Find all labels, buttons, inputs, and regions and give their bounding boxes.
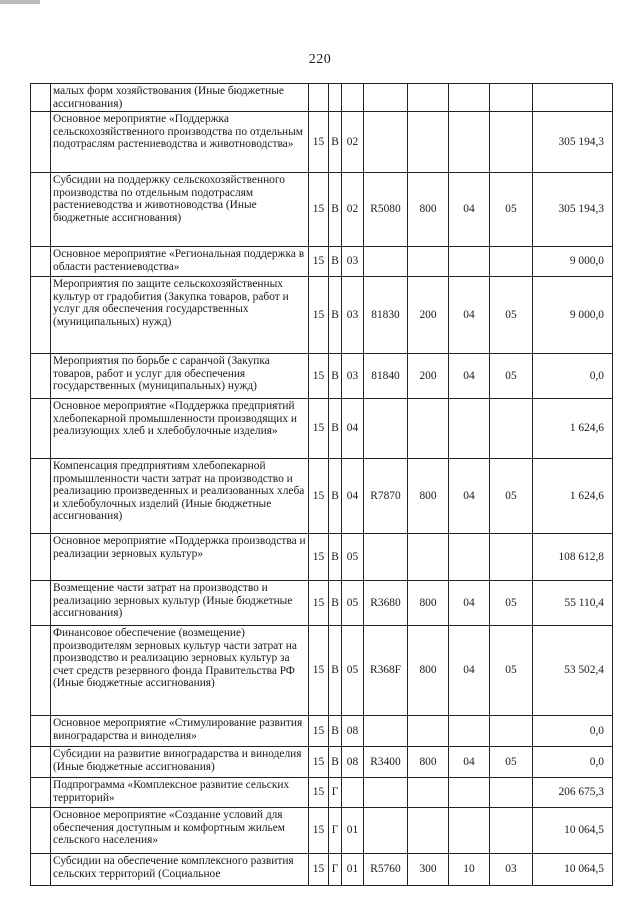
section-code-cell: 04 [449, 747, 490, 778]
subsection-code-cell: 05 [490, 354, 533, 399]
item-name-cell: малых форм хозяйствования (Иные бюджетные ассигнования) [51, 84, 309, 112]
amount-cell: 1 624,6 [533, 399, 613, 459]
direction-code-cell: 81830 [364, 277, 408, 354]
subprogram-code-cell [329, 84, 342, 112]
expense-type-cell: 200 [408, 354, 449, 399]
item-name-cell: Мероприятия по борьбе с саранчой (Закупка товаров, работ и услуг для обеспечения государственных (муниципальных) нужд) [51, 354, 309, 399]
subprogram-code-cell: В [329, 716, 342, 747]
direction-code-cell [364, 247, 408, 277]
subsection-code-cell: 05 [490, 626, 533, 716]
subprogram-code-cell: В [329, 173, 342, 247]
direction-code-cell [364, 778, 408, 808]
direction-code-cell: R7870 [364, 459, 408, 534]
amount-cell: 305 194,3 [533, 112, 613, 173]
program-code-cell: 15 [309, 354, 329, 399]
activity-code-cell: 04 [342, 459, 364, 534]
direction-code-cell [364, 399, 408, 459]
item-name-cell: Основное мероприятие «Поддержка предприятий хлебопекарной промышленности производящих и реализующих хлеб и хлебобулочные изделия» [51, 399, 309, 459]
subsection-code-cell [490, 84, 533, 112]
subprogram-code-cell: В [329, 459, 342, 534]
direction-code-cell [364, 534, 408, 581]
subsection-code-cell: 05 [490, 747, 533, 778]
direction-code-cell: R3400 [364, 747, 408, 778]
section-code-cell [449, 112, 490, 173]
activity-code-cell: 01 [342, 854, 364, 886]
subprogram-code-cell: В [329, 277, 342, 354]
row-marker-cell [31, 778, 51, 808]
table-row [31, 808, 613, 854]
row-marker-cell [31, 747, 51, 778]
item-name-cell: Подпрограмма «Комплексное развитие сельских территорий» [51, 778, 309, 808]
expense-type-cell [408, 247, 449, 277]
program-code-cell: 15 [309, 808, 329, 854]
item-name-cell: Субсидии на развитие виноградарства и виноделия (Иные бюджетные ассигнования) [51, 747, 309, 778]
budget-table [30, 83, 613, 886]
table-row [31, 626, 613, 716]
section-code-cell: 04 [449, 626, 490, 716]
table-row [31, 173, 613, 247]
table-row [31, 747, 613, 778]
amount-cell: 9 000,0 [533, 247, 613, 277]
item-name-cell: Основное мероприятие «Региональная поддержка в области растениеводства» [51, 247, 309, 277]
row-marker-cell [31, 459, 51, 534]
program-code-cell: 15 [309, 716, 329, 747]
row-marker-cell [31, 112, 51, 173]
subprogram-code-cell: Г [329, 854, 342, 886]
expense-type-cell [408, 534, 449, 581]
section-code-cell: 04 [449, 459, 490, 534]
row-marker-cell [31, 399, 51, 459]
subsection-code-cell: 03 [490, 854, 533, 886]
section-code-cell: 04 [449, 581, 490, 626]
page-number: 220 [308, 52, 332, 67]
program-code-cell: 15 [309, 277, 329, 354]
activity-code-cell: 05 [342, 626, 364, 716]
subsection-code-cell: 05 [490, 173, 533, 247]
amount-cell [533, 84, 613, 112]
amount-cell: 1 624,6 [533, 459, 613, 534]
row-marker-cell [31, 626, 51, 716]
subsection-code-cell: 05 [490, 581, 533, 626]
expense-type-cell: 300 [408, 854, 449, 886]
expense-type-cell: 800 [408, 581, 449, 626]
subprogram-code-cell: Г [329, 808, 342, 854]
subsection-code-cell: 05 [490, 459, 533, 534]
item-name-cell: Компенсация предприятиям хлебопекарной промышленности части затрат на производство и реализацию произведенных и реализованных хлеба и хлебобулочных изделий (Иные бюджетные ассигнования) [51, 459, 309, 534]
table-row [31, 581, 613, 626]
subprogram-code-cell: Г [329, 778, 342, 808]
activity-code-cell: 03 [342, 277, 364, 354]
item-name-cell: Субсидии на поддержку сельскохозяйственного производства по отдельным подотраслям растениеводства и животноводства (Иные бюджетные ассигнования) [51, 173, 309, 247]
section-code-cell: 10 [449, 854, 490, 886]
table-row [31, 534, 613, 581]
amount-cell: 53 502,4 [533, 626, 613, 716]
program-code-cell: 15 [309, 581, 329, 626]
table-row [31, 277, 613, 354]
row-marker-cell [31, 534, 51, 581]
amount-cell: 9 000,0 [533, 277, 613, 354]
table-row [31, 778, 613, 808]
amount-cell: 10 064,5 [533, 808, 613, 854]
table-row [31, 112, 613, 173]
subsection-code-cell [490, 112, 533, 173]
activity-code-cell: 08 [342, 716, 364, 747]
expense-type-cell: 800 [408, 459, 449, 534]
row-marker-cell [31, 84, 51, 112]
table-row [31, 354, 613, 399]
program-code-cell: 15 [309, 854, 329, 886]
program-code-cell: 15 [309, 399, 329, 459]
table-row [31, 459, 613, 534]
activity-code-cell: 02 [342, 173, 364, 247]
activity-code-cell: 04 [342, 399, 364, 459]
row-marker-cell [31, 716, 51, 747]
direction-code-cell: R5760 [364, 854, 408, 886]
expense-type-cell: 800 [408, 173, 449, 247]
subsection-code-cell [490, 716, 533, 747]
subprogram-code-cell: В [329, 247, 342, 277]
item-name-cell: Основное мероприятие «Поддержка сельскохозяйственного производства по отдельным подотраслям растениеводства и животноводства» [51, 112, 309, 173]
direction-code-cell: R3680 [364, 581, 408, 626]
subprogram-code-cell: В [329, 534, 342, 581]
activity-code-cell: 03 [342, 354, 364, 399]
direction-code-cell [364, 84, 408, 112]
activity-code-cell: 08 [342, 747, 364, 778]
subprogram-code-cell: В [329, 112, 342, 173]
subsection-code-cell [490, 399, 533, 459]
activity-code-cell: 05 [342, 581, 364, 626]
program-code-cell: 15 [309, 747, 329, 778]
item-name-cell: Субсидии на обеспечение комплексного развития сельских территорий (Социальное [51, 854, 309, 886]
program-code-cell: 15 [309, 534, 329, 581]
expense-type-cell [408, 84, 449, 112]
subsection-code-cell: 05 [490, 277, 533, 354]
direction-code-cell: R368F [364, 626, 408, 716]
amount-cell: 55 110,4 [533, 581, 613, 626]
table-row [31, 247, 613, 277]
activity-code-cell: 02 [342, 112, 364, 173]
item-name-cell: Основное мероприятие «Поддержка производства и реализации зерновых культур» [51, 534, 309, 581]
table-row [31, 854, 613, 886]
item-name-cell: Основное мероприятие «Стимулирование развития виноградарства и виноделия» [51, 716, 309, 747]
amount-cell: 10 064,5 [533, 854, 613, 886]
section-code-cell [449, 399, 490, 459]
scan-corner-mark [0, 0, 40, 4]
table-body [31, 84, 613, 886]
row-marker-cell [31, 173, 51, 247]
expense-type-cell [408, 778, 449, 808]
direction-code-cell [364, 716, 408, 747]
direction-code-cell [364, 112, 408, 173]
table-row [31, 716, 613, 747]
row-marker-cell [31, 808, 51, 854]
activity-code-cell: 03 [342, 247, 364, 277]
amount-cell: 206 675,3 [533, 778, 613, 808]
section-code-cell [449, 84, 490, 112]
amount-cell: 108 612,8 [533, 534, 613, 581]
expense-type-cell [408, 112, 449, 173]
subsection-code-cell [490, 534, 533, 581]
row-marker-cell [31, 354, 51, 399]
section-code-cell [449, 247, 490, 277]
subprogram-code-cell: В [329, 581, 342, 626]
table-row [31, 399, 613, 459]
amount-cell: 0,0 [533, 354, 613, 399]
section-code-cell [449, 808, 490, 854]
row-marker-cell [31, 581, 51, 626]
activity-code-cell: 01 [342, 808, 364, 854]
subsection-code-cell [490, 247, 533, 277]
program-code-cell: 15 [309, 112, 329, 173]
program-code-cell: 15 [309, 173, 329, 247]
direction-code-cell: R5080 [364, 173, 408, 247]
direction-code-cell [364, 808, 408, 854]
subsection-code-cell [490, 778, 533, 808]
expense-type-cell [408, 399, 449, 459]
row-marker-cell [31, 854, 51, 886]
item-name-cell: Основное мероприятие «Создание условий для обеспечения доступным и комфортным жильем сельского населения» [51, 808, 309, 854]
expense-type-cell: 200 [408, 277, 449, 354]
section-code-cell [449, 778, 490, 808]
expense-type-cell: 800 [408, 626, 449, 716]
section-code-cell [449, 716, 490, 747]
expense-type-cell [408, 716, 449, 747]
row-marker-cell [31, 247, 51, 277]
amount-cell: 305 194,3 [533, 173, 613, 247]
row-marker-cell [31, 277, 51, 354]
activity-code-cell [342, 84, 364, 112]
program-code-cell: 15 [309, 247, 329, 277]
subsection-code-cell [490, 808, 533, 854]
direction-code-cell: 81840 [364, 354, 408, 399]
activity-code-cell [342, 778, 364, 808]
subprogram-code-cell: В [329, 399, 342, 459]
amount-cell: 0,0 [533, 716, 613, 747]
expense-type-cell: 800 [408, 747, 449, 778]
section-code-cell: 04 [449, 277, 490, 354]
expense-type-cell [408, 808, 449, 854]
amount-cell: 0,0 [533, 747, 613, 778]
item-name-cell: Возмещение части затрат на производство и реализацию зерновых культур (Иные бюджетные ассигнования) [51, 581, 309, 626]
activity-code-cell: 05 [342, 534, 364, 581]
section-code-cell: 04 [449, 173, 490, 247]
subprogram-code-cell: В [329, 626, 342, 716]
item-name-cell: Мероприятия по защите сельскохозяйственных культур от градобития (Закупка товаров, работ и услуг для обеспечения государственных (муниципальных) нужд) [51, 277, 309, 354]
section-code-cell [449, 534, 490, 581]
program-code-cell: 15 [309, 459, 329, 534]
program-code-cell: 15 [309, 778, 329, 808]
item-name-cell: Финансовое обеспечение (возмещение) производителям зерновых культур части затрат на производство и реализацию зерновых культур за счет средств резервного фонда Правительства РФ (Иные бюджетные ассигнования) [51, 626, 309, 716]
program-code-cell [309, 84, 329, 112]
section-code-cell: 04 [449, 354, 490, 399]
table-row [31, 84, 613, 112]
program-code-cell: 15 [309, 626, 329, 716]
subprogram-code-cell: В [329, 747, 342, 778]
subprogram-code-cell: В [329, 354, 342, 399]
